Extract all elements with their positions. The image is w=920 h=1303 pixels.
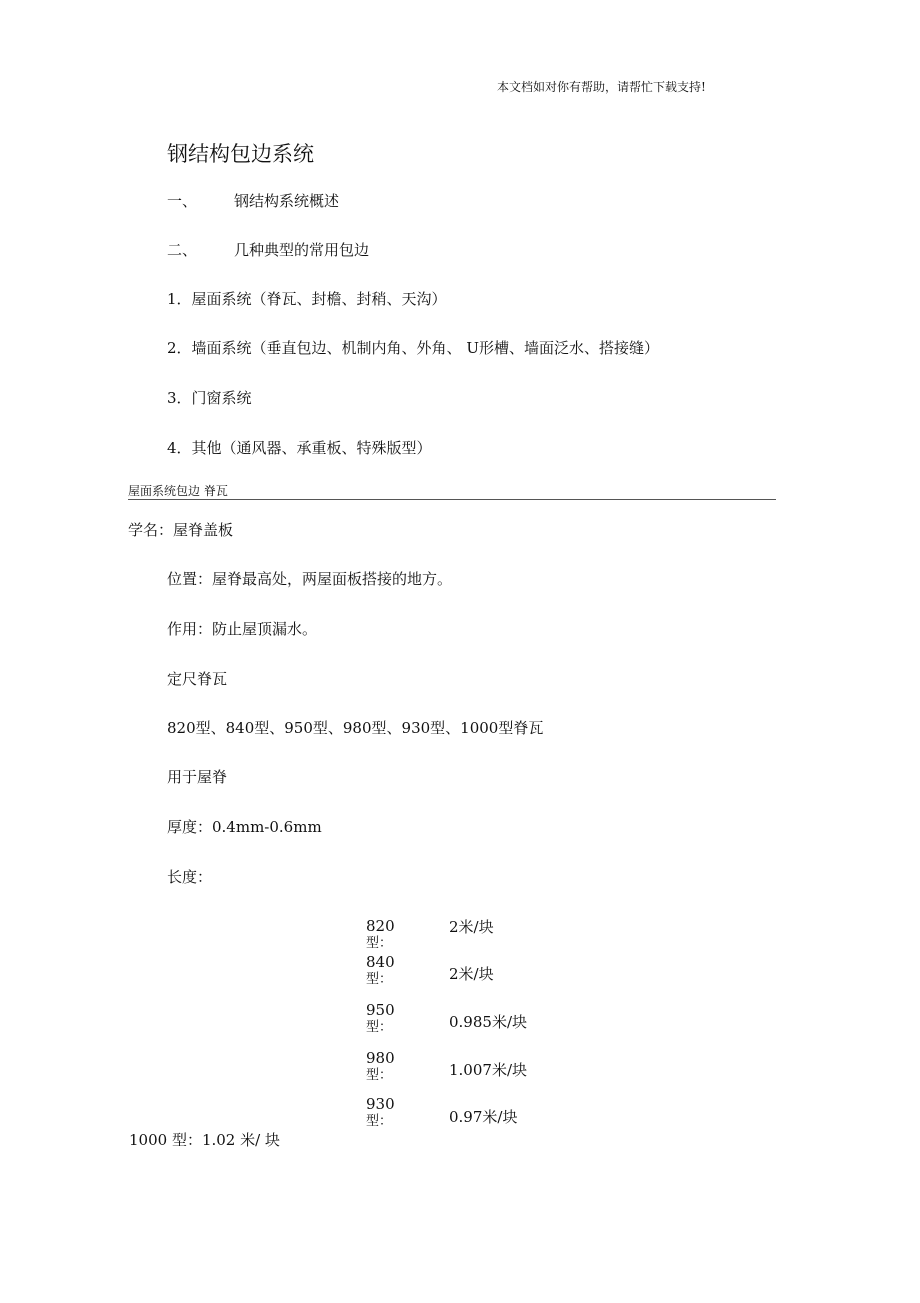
model-number: 820 xyxy=(366,917,395,935)
section-number: 一、 xyxy=(167,192,198,210)
model-unit: 型： xyxy=(366,972,393,987)
position-text: 位置：屋脊最高处，两屋面板搭接的地方。 xyxy=(167,570,453,588)
length-label: 长度： xyxy=(167,868,213,886)
model-unit: 型： xyxy=(366,1114,393,1129)
list-item: 1．屋面系统（脊瓦、封檐、封稍、天沟） xyxy=(167,290,447,308)
length-model-930 xyxy=(366,1095,395,1131)
length-value: 1.007米/块 xyxy=(449,1061,527,1079)
model-number: 930 xyxy=(366,1095,395,1113)
document-title: 钢结构包边系统 xyxy=(167,142,314,166)
fixed-ridge-heading: 定尺脊瓦 xyxy=(167,670,228,688)
thickness-text: 厚度：0.4mm-0.6mm xyxy=(167,818,322,836)
length-model-980 xyxy=(366,1049,395,1085)
header-rule xyxy=(128,499,776,500)
models-list: 820型、840型、950型、980型、930型、1000型脊瓦 xyxy=(167,719,544,737)
usage-text: 用于屋脊 xyxy=(167,768,228,786)
length-value: 2米/块 xyxy=(449,965,494,983)
section-number: 二、 xyxy=(167,241,198,259)
model-number: 840 xyxy=(366,953,395,971)
length-value: 0.97米/块 xyxy=(449,1108,518,1126)
length-model-1000: 1000 型：1.02 米/ 块 xyxy=(129,1131,280,1149)
length-model-840 xyxy=(366,953,395,989)
list-item: 3．门窗系统 xyxy=(167,389,252,407)
model-unit: 型： xyxy=(366,1020,393,1035)
model-number: 950 xyxy=(366,1001,395,1019)
running-head: 屋面系统包边 脊瓦 xyxy=(128,484,228,498)
model-unit: 型： xyxy=(366,1068,393,1083)
function-text: 作用：防止屋顶漏水。 xyxy=(167,620,318,638)
length-value: 0.985米/块 xyxy=(449,1013,527,1031)
length-value: 2米/块 xyxy=(449,918,494,936)
header-note: 本文档如对你有帮助，请帮忙下载支持! xyxy=(497,80,706,94)
model-unit: 型： xyxy=(366,936,393,951)
list-item: 2．墙面系统（垂直包边、机制内角、外角、 U形槽、墙面泛水、搭接缝） xyxy=(167,339,659,357)
section-title: 钢结构系统概述 xyxy=(234,192,340,210)
length-model-820 xyxy=(366,917,395,953)
list-item: 4．其他（通风器、承重板、特殊版型） xyxy=(167,439,432,457)
model-number: 980 xyxy=(366,1049,395,1067)
section-title: 几种典型的常用包边 xyxy=(234,241,370,259)
section-heading-1 xyxy=(167,190,339,211)
section-heading-2 xyxy=(167,239,369,260)
scientific-name: 学名：屋脊盖板 xyxy=(128,521,234,539)
length-model-950 xyxy=(366,1001,395,1037)
